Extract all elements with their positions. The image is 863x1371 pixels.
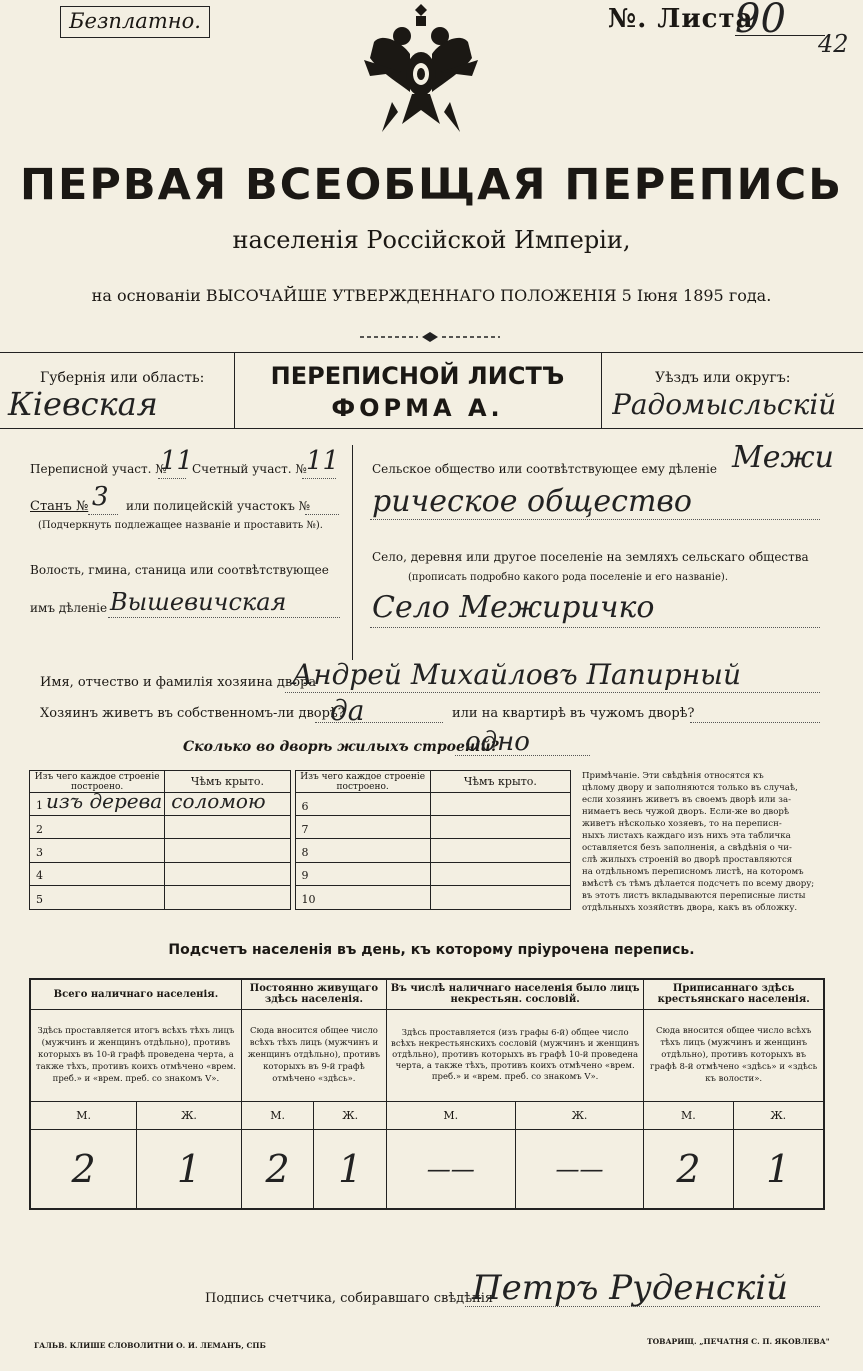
building-row: 3 (30, 839, 165, 862)
tally-col-title: Постоянно живущаго здѣсь населенія. (241, 979, 386, 1009)
building-row: 4 (30, 862, 165, 885)
nonpeasant-female-value: —— (515, 1129, 644, 1209)
district-value: Радомысльскій (612, 388, 837, 421)
society-value-2: рическое общество (372, 484, 692, 519)
sheet-number-label: №. Листа (608, 4, 754, 34)
form-title: ПЕРЕПИСНОЙ ЛИСТЪ (270, 362, 565, 390)
stan-label: Станъ № (30, 499, 89, 514)
male-header: М. (644, 1101, 733, 1129)
building-row: 1 изъ дерева (30, 793, 165, 816)
buildings-count-label: Сколько во дворѣ жилыхъ строеній? (183, 739, 499, 755)
rented-yard-label: или на квартирѣ въ чужомъ дворѣ? (452, 706, 695, 721)
buildings-count-value: одно (465, 727, 530, 757)
legal-basis-line: на основаніи ВЫСОЧАЙШЕ УТВЕРЖДЕННАГО ПОЛОЖЕНІЯ 5 Іюня 1895 года. (91, 286, 772, 305)
volost-label-2: имъ дѣленіе (30, 601, 108, 615)
tally-heading: Подсчетъ населенія въ день, къ которому пріурочена перепись. (168, 942, 695, 958)
population-tally-table (29, 978, 825, 1210)
owner-name-value: Андрей Михайловъ Папирный (292, 658, 741, 691)
female-header: Ж. (515, 1101, 644, 1129)
tally-col-title: Приписаннаго здѣсь крестьянскаго населенія. (644, 979, 824, 1009)
village-note: (прописать подробно какого рода поселеніе и его названіе). (408, 572, 728, 583)
male-header: М. (30, 1101, 137, 1129)
village-value: Село Межиричко (372, 590, 655, 625)
sheet-number-value: 90 (735, 0, 786, 42)
resident-male-value: 2 (241, 1129, 314, 1209)
own-yard-value: да (330, 694, 365, 727)
volost-value: Вышевичская (110, 588, 287, 616)
society-label: Сельское общество или соотвѣтствующее ему дѣленіе (372, 462, 717, 476)
nonpeasant-male-value: —— (386, 1129, 515, 1209)
male-header: М. (386, 1101, 515, 1129)
female-header: Ж. (733, 1101, 824, 1129)
enumerator-signature: Петръ Руденскій (472, 1268, 789, 1308)
tally-col-desc: Здѣсь проставляется (изъ графы 6-й) общее число всѣхъ некрестьянскихъ сословій (мужчинъ и женщинъ отдѣльно), противъ которыхъ въ графѣ 10-й проведена черта, а также тѣхъ, противъ коихъ отмѣчено «врем. преб.» и «врем. преб. со знакомъ V». (386, 1009, 643, 1101)
census-title: ПЕРВАЯ ВСЕОБЩАЯ ПЕРЕПИСЬ (20, 160, 843, 210)
printer-mark-right: ТОВАРИЩ. „ПЕЧАТНЯ С. П. ЯКОВЛЕВА" (647, 1337, 830, 1346)
col-header-roof: Чѣмъ крыто. (165, 771, 290, 793)
signature-label: Подпись счетчика, собиравшаго свѣдѣнія (205, 1291, 494, 1306)
district-label: Уѣздъ или округъ: (655, 370, 791, 386)
free-badge: Безплатно. (60, 6, 210, 38)
male-header: М. (241, 1101, 314, 1129)
count-district-label: Счетный участ. № (192, 462, 307, 476)
female-header: Ж. (137, 1101, 242, 1129)
tally-col-title: Всего наличнаго населенія. (30, 979, 241, 1009)
resident-female-value: 1 (314, 1129, 387, 1209)
ornament-divider (360, 330, 500, 344)
total-female-value: 1 (137, 1129, 242, 1209)
volost-label: Волость, гмина, станица или соотвѣтствующее (30, 563, 329, 577)
province-value: Кіевская (8, 385, 158, 423)
tally-col-desc: Здѣсь проставляется итогъ всѣхъ тѣхъ лицъ (мужчинъ и женщинъ отдѣльно), противъ которыхъ въ 10-й графѣ проведена черта, а также тѣхъ, противъ коихъ отмѣчено «врем. преб.» и «врем. преб. со знакомъ V». (30, 1009, 241, 1101)
owner-name-label: Имя, отчество и фамилія хозяина двора (40, 675, 317, 690)
registered-female-value: 1 (733, 1129, 824, 1209)
note-block: Примѣчаніе. Эти свѣдѣнія относятся къ цѣлому двору и заполняются только въ случаѣ, если хозяинъ живетъ въ своемъ дворѣ или за- нимаетъ весь чужой дворъ. Если-же во дворѣ живетъ нѣсколько хозяевъ, то на переписн- ныхъ листахъ каждаго изъ нихъ эта табличка оставляется безъ заполненія, а свѣдѣнія о чи- слѣ жилыхъ строеній во дворѣ проставляются на отдѣльномъ переписномъ листѣ, на которомъ вмѣстѣ съ тѣмъ дѣлается подсчетъ по всему двору; въ этотъ листъ вкладываются переписные листы отдѣльныхъ хозяйствъ двора, какъ въ обложку. (582, 771, 815, 913)
society-value-1: Межи (732, 440, 834, 475)
female-header: Ж. (314, 1101, 387, 1129)
census-district-label: Переписной участ. № (30, 462, 167, 476)
tally-col-desc: Сюда вносится общее число всѣхъ тѣхъ лицъ (мужчинъ и женщинъ отдѣльно), противъ которыхъ въ 9-й графѣ отмѣчено «здѣсь». (241, 1009, 386, 1101)
printer-mark-left: ГАЛЬВ. КЛИШЕ СЛОВОЛИТНИ О. И. ЛЕМАНЪ, СПБ (34, 1341, 266, 1350)
count-district-value: 11 (306, 446, 340, 476)
building-row: 2 (30, 816, 165, 839)
total-male-value: 2 (30, 1129, 137, 1209)
province-label: Губернія или область: (40, 370, 205, 386)
census-subtitle: населенія Россійской Имперіи, (232, 226, 631, 254)
tally-col-desc: Сюда вносится общее число всѣхъ тѣхъ лицъ (мужчинъ и женщинъ отдѣльно), противъ которыхъ въ графѣ 8-й отмѣчено «здѣсь» и «здѣсь къ волости». (644, 1009, 824, 1101)
census-district-value: 11 (160, 446, 194, 476)
stan-value: 3 (92, 482, 109, 512)
own-yard-label: Хозяинъ живетъ въ собственномъ-ли дворѣ? (40, 706, 345, 721)
tally-col-title: Въ числѣ наличнаго населенія было лицъ некрестьян. сословій. (386, 979, 643, 1009)
building-row: 5 (30, 885, 165, 909)
col-header-built-of: Изъ чего каждое строеніе построено. (30, 771, 165, 793)
underline-note: (Подчеркнуть подлежащее названіе и проставить №). (38, 520, 323, 531)
police-district-label: или полицейскій участокъ № (126, 499, 311, 513)
buildings-table: Изъ чего каждое строеніе построено. Чѣмъ крыто. Изъ чего каждое строеніе построено. Чѣмъ крыто. 1 изъ дерева соломою 6 2 7 3 8 4 9 5 10 (29, 770, 571, 910)
imperial-eagle-emblem (362, 2, 480, 142)
village-label: Село, деревня или другое поселеніе на земляхъ сельскаго общества (372, 550, 809, 564)
registered-male-value: 2 (644, 1129, 733, 1209)
margin-number: 42 (818, 30, 849, 58)
col-header-built-of-2: Изъ чего каждое строеніе построено. (295, 771, 430, 793)
form-variant: ФОРМА А. (331, 394, 504, 422)
col-header-roof-2: Чѣмъ крыто. (430, 771, 570, 793)
